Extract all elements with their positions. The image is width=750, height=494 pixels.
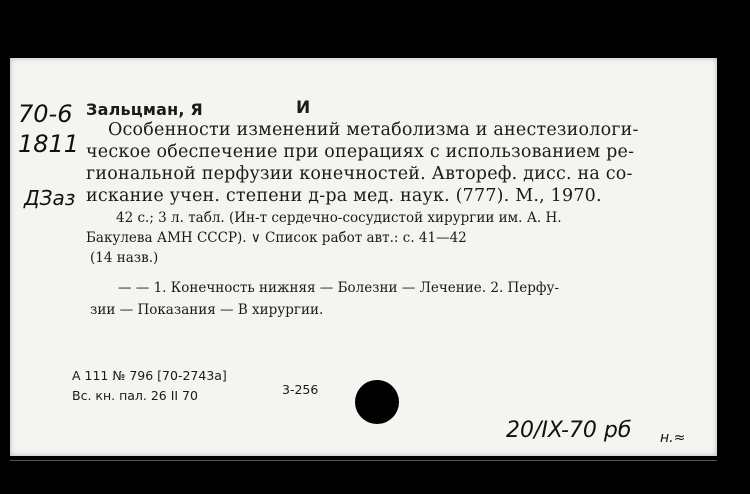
bottom-edge-line [10, 460, 717, 461]
handwritten-code-top: 70-6 [18, 100, 73, 128]
handwritten-side-mark: ДЗаз [24, 186, 76, 210]
note-line-3: (14 назв.) [90, 250, 159, 266]
note-line-1: 42 с.; 3 л. табл. (Ин-т сердечно-сосудистой хирургии им. А. Н. [116, 210, 562, 226]
title-line-2: ческое обеспечение при операциях с использованием ре- [86, 142, 635, 162]
subject-line-1: — — 1. Конечность нижняя — Болезни — Лечение. 2. Перфу- [118, 280, 560, 296]
handwritten-corner-mark: н.≈ [660, 430, 686, 446]
catalog-line-2: Вс. кн. пал. 26 II 70 [72, 388, 198, 403]
author-initial: И [296, 98, 311, 118]
author-name: Зальцман, Я [86, 100, 203, 119]
handwritten-code-bottom: 1811 [18, 130, 80, 158]
subject-line-2: зии — Показания — В хирургии. [90, 302, 324, 318]
catalog-card [10, 58, 717, 456]
title-line-1: Особенности изменений метаболизма и анестезиологи- [108, 120, 639, 140]
note-line-2: Бакулева АМН СССР). ∨ Список работ авт.: с. 41—42 [86, 230, 467, 246]
title-line-4: искание учен. степени д-ра мед. наук. (777). М., 1970. [86, 186, 602, 206]
handwritten-signature: 20/IX-70 рб [506, 418, 632, 443]
catalog-code: 3-256 [282, 382, 319, 397]
catalog-line-1: А 111 № 796 [70-2743а] [72, 368, 227, 383]
punch-hole [355, 380, 399, 424]
title-line-3: гиональной перфузии конечностей. Автореф. дисс. на со- [86, 164, 633, 184]
